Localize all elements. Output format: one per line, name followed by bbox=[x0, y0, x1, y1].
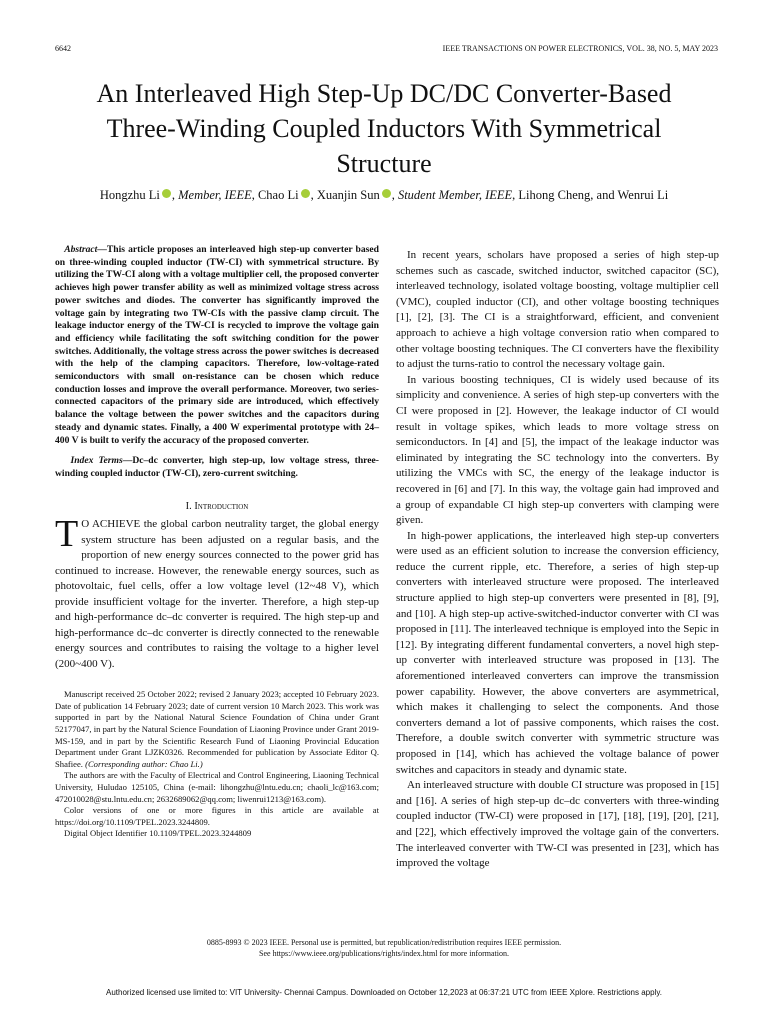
footnote-manuscript bbox=[55, 689, 379, 770]
author-role: Member, IEEE bbox=[178, 188, 252, 202]
intro-text: the global carbon neutrality target, the global energy system structure has been adjusted on a regular basis, and the proportion of new energy sources connected to the power grid has continued to increase. However, the renewable energy sources, such as photovoltaic, fuel cells, offer a low voltage level (12~48 V), which provide insufficient voltage for the inverter. Therefore, a high step-up and high-performance dc–dc converter is required. The high step-up and high-performance dc–dc converter is directly connected to the renewable energy sources and contributes to raising the voltage to a higher level (200~400 V). bbox=[55, 518, 379, 670]
copyright-notice bbox=[60, 938, 708, 959]
intro-lead: O ACHIEVE bbox=[81, 518, 141, 531]
footnotes bbox=[55, 689, 379, 840]
right-column bbox=[396, 248, 719, 872]
author-name: Chao Li bbox=[257, 188, 299, 202]
footnote-color: Color versions of one or more figures in this article are available at https://doi.org/10.1109/TPEL.2023.3244809. bbox=[55, 805, 379, 827]
body-paragraph: In high-power applications, the interleaved high step-up converters were used as an efficient solution to increase the conversion efficiency, reduce the current ripple, etc. Therefore, a series of high step-up converters with interleaved structure were proposed. The interleaved structure applied to high step-up converters were presented in [8], [9], and [10]. A high step-up active-switched-inductor converter with CI was proposed in [11]. The interleaved technique is employed into the Sepic in [12]. By integrating different fundamental converters, a novel high step-up converter with interleaved structure was proposed in [13]. The aforementioned interleaved converters can improve the transmission power capability. However, the above converters are asymmetrical, which makes it challenging to select the components. And those converters demand a lot of passive components, which raises the cost. Therefore, a double switch converter with symmetric structure was proposed in [14], which has achieved the voltage balance of power switches and capacitors in steady and dynamic state. bbox=[396, 529, 719, 776]
drop-cap: T bbox=[55, 513, 79, 556]
author-name: Lihong Cheng, and Wenrui Li bbox=[518, 188, 669, 202]
author-line: Hongzhu Li , Member, IEEE, Chao Li , Xuanjin Sun , Student Member, IEEE, Lihong Cheng, and Wenrui Li bbox=[99, 188, 669, 202]
author-role: Student Member, IEEE bbox=[397, 188, 513, 202]
section-title: Introduction bbox=[194, 500, 249, 512]
journal-header: IEEE TRANSACTIONS ON POWER ELECTRONICS, VOL. 38, NO. 5, MAY 2023 bbox=[442, 44, 718, 53]
index-terms: Index Terms—Dc–dc converter, high step-up, low voltage stress, three-winding coupled inductor (TW-CI), zero-current switching. bbox=[55, 455, 379, 479]
section-number: I. bbox=[185, 500, 192, 512]
abstract: Abstract—This article proposes an interleaved high step-up converter based on three-winding coupled inductor (TW-CI) with symmetrical structure. By utilizing the TW-CI along with a voltage multiplier cell, the proposed converter achieves high power transfer ability as well as minimized voltage stress across power switches and diodes. The converter has significantly improved the voltage gain by integrating two TW-CIs with the passive clamp circuit. The leakage inductor energy of the TW-CI is recycled to improve the voltage gain and efficiency while facilitating the soft switching condition for the power switches. Additionally, the voltage stress across the power switches is decreased with the help of the clamping capacitors. Therefore, low-voltage-rated semiconductors with small on-resistance can be chosen which reduce conduction losses and improve the overall performance. Moreover, two series-connected capacitors of the primary side are introduced, which effectively balance the voltage between the power switches and the capacitors during steady and dynamic states. Finally, a 400 W experimental prototype with 24–400 V is built to verify the accuracy of the proposed converter. bbox=[55, 244, 379, 446]
section-heading bbox=[55, 499, 379, 515]
authorized-use-notice: Authorized licensed use limited to: VIT University- Chennai Campus. Downloaded on October 12,2023 at 06:37:21 UTC from IEEE Xplore. Restrictions apply. bbox=[106, 988, 662, 997]
footnote-affiliation: The authors are with the Faculty of Electrical and Control Engineering, Liaoning Technical University, Huludao 125105, China (e-mail: lihongzhu@lntu.edu.cn; chaoli_lc@163.com; 472010028@stu.lntu.edu.cn; 2632689062@qq.com; liwenrui1213@163.com). bbox=[55, 770, 379, 804]
orcid-icon[interactable] bbox=[301, 189, 310, 198]
author-name: Hongzhu Li bbox=[99, 188, 160, 202]
footnote-text: Manuscript received 25 October 2022; revised 2 January 2023; accepted 10 February 2023. Date of publication 14 February 2023; date of current version 10 March 2023. This work was supported in part by the National Natural Science Foundation of China under Grant 52177047, in part by the Natural Science Foundation of Liaoning Province under Grant 2019-MS-159, and in part by the Scientific Research Fund of Liaoning Provincial Education Department under Grant LJZK0326. Recommended for publication by Associate Editor Q. Shafiee. bbox=[55, 689, 379, 769]
body-paragraph: In various boosting techniques, CI is widely used because of its simplicity and convenience. A series of high step-up converters with the CI were proposed in [2]. However, the leakage inductor of CI would result in voltage spikes, which leads to more voltage stress on semiconductors. In [4] and [5], the impact of the leakage inductor was eliminated by integrating the SC technology into the converters. By utilizing the VMCs with SC, the energy of the leakage inductor is recovered in [6] and [7]. In this way, the voltage gain had improved and a group of expandable CI high step-up converters with clamping were given. bbox=[396, 373, 719, 527]
body-paragraph: In recent years, scholars have proposed a series of high step-up schemes such as cascade, switched inductor, switched capacitor (SC), interleaved technology, isolated voltage boosting, voltage multiplier cell (VMC), coupled inductor (CI), and other voltage boosting techniques [1], [2], [3]. The CI is a straightforward, efficient, and convenient approach to achieve a high voltage conversion ratio when compared to other voltage boosting techniques. The CI converters have the flexibility to adjust the turns-ratio to control the necessary voltage gain. bbox=[396, 249, 719, 371]
body-paragraph: An interleaved structure with double CI structure was proposed in [15] and [16]. A series of high step-up dc–dc converters with three-winding coupled inductor (TW-CI) were proposed in [17], [18], [19], [20], [21], and [22], which effectively improved the voltage gain of the converters. The interleaved converter with TW-CI was presented in [23], which has improved the voltage bbox=[396, 779, 719, 870]
corresponding-author: (Corresponding author: Chao Li.) bbox=[85, 758, 203, 769]
paper-title: An Interleaved High Step-Up DC/DC Converter-Based Three-Winding Coupled Inductors With Symmetrical Structure bbox=[96, 79, 672, 178]
page-number: 6642 bbox=[55, 44, 71, 53]
intro-paragraph bbox=[55, 513, 379, 672]
orcid-icon[interactable] bbox=[162, 189, 171, 198]
left-column bbox=[55, 244, 379, 840]
index-terms-text: Dc–dc converter, high step-up, low voltage stress, three-winding coupled inductor (TW-CI), zero-current switching. bbox=[55, 455, 379, 479]
index-terms-label: Index Terms bbox=[70, 455, 123, 467]
abstract-label: Abstract bbox=[64, 244, 98, 255]
copyright-line: See https://www.ieee.org/publications/rights/index.html for more information. bbox=[259, 948, 509, 958]
copyright-line: 0885-8993 © 2023 IEEE. Personal use is permitted, but republication/redistribution requires IEEE permission. bbox=[206, 938, 562, 947]
abstract-text: This article proposes an interleaved high step-up converter based on three-winding coupled inductor (TW-CI) with symmetrical structure. By utilizing the TW-CI along with a voltage multiplier cell, the proposed converter achieves high power transfer ability as well as minimized voltage stress across power switches and diodes. The converter has significantly improved the voltage gain by integrating two TW-CIs with the passive clamp circuit. The leakage inductor energy of the TW-CI is recycled to improve the voltage gain and efficiency while facilitating the soft switching condition for the power switches. Additionally, the voltage stress across the power switches is decreased with the help of the clamping capacitors. Therefore, low-voltage-rated semiconductors with small on-resistance can be chosen which reduce conduction losses and improve the overall performance. Moreover, two series-connected capacitors of the primary side are introduced, which effectively balance the voltage between the power switches and the capacitors during steady and dynamic states. Finally, a 400 W experimental prototype with 24–400 V is built to verify the accuracy of the proposed converter. bbox=[55, 244, 379, 446]
author-name: Xuanjin Sun bbox=[316, 188, 380, 202]
footnote-doi: Digital Object Identifier 10.1109/TPEL.2023.3244809 bbox=[64, 828, 252, 839]
orcid-icon[interactable] bbox=[382, 189, 391, 198]
